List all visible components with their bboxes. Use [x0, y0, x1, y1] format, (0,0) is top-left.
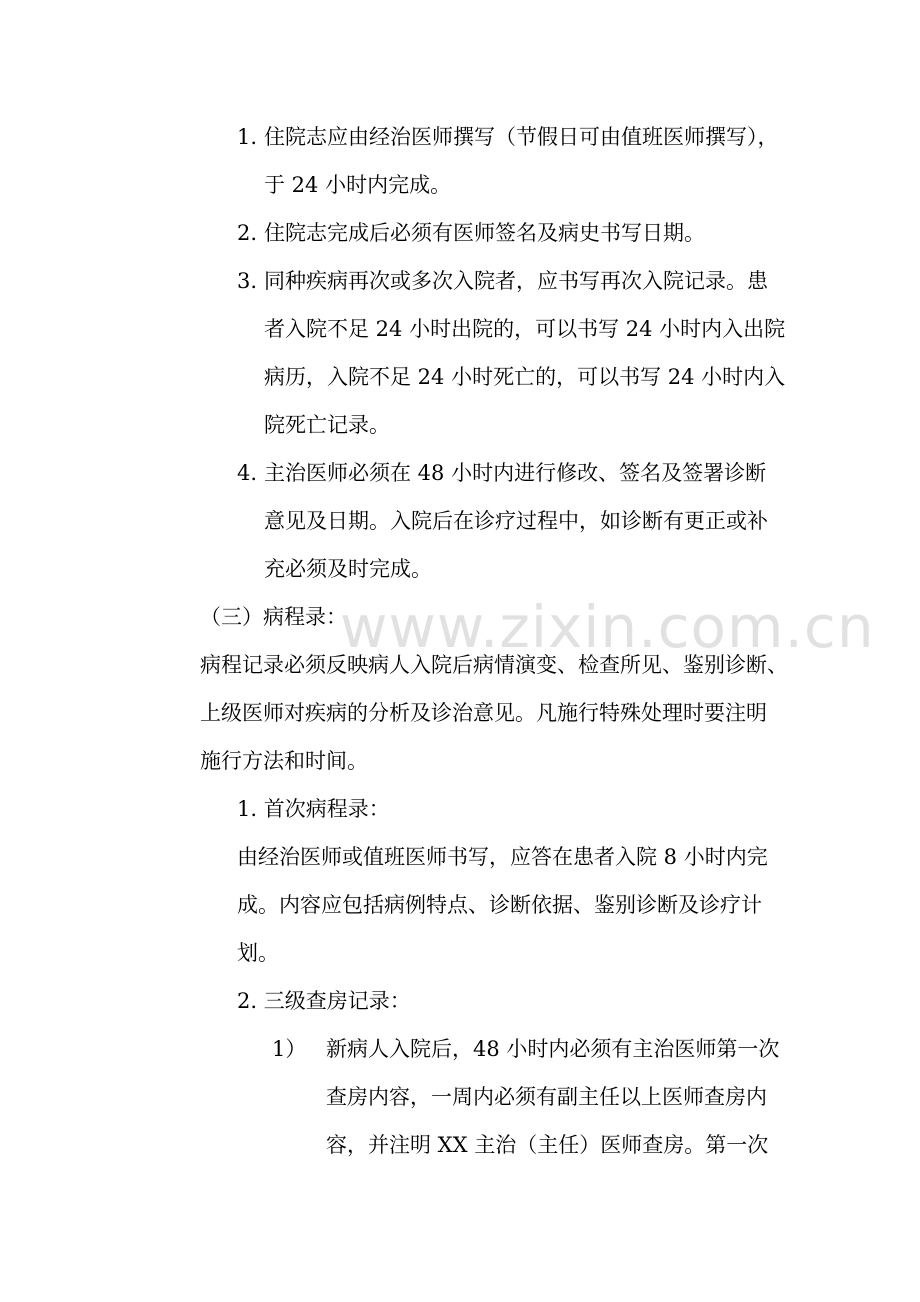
sub2-item-line-2: 查房内容，一周内必须有副主任以上医师查房内: [326, 1085, 767, 1109]
watermark: www.zixin.com.cn: [340, 593, 875, 661]
list-item-3-number: 3.: [237, 269, 258, 293]
list-item-4-line-1: 主治医师必须在 48 小时内进行修改、签名及签署诊断: [264, 461, 767, 485]
list-item-3-line-1: 同种疾病再次或多次入院者，应书写再次入院记录。患: [264, 269, 768, 293]
section-heading: （三）病程录：: [200, 605, 347, 629]
sub1-para-line-2: 成。内容应包括病例特点、诊断依据、鉴别诊断及诊疗计: [237, 893, 762, 917]
list-item-3-line-3: 病历，入院不足 24 小时死亡的，可以书写 24 小时内入: [264, 365, 786, 389]
list-item-1-line-1: 住院志应由经治医师撰写（节假日可由值班医师撰写），: [264, 125, 779, 149]
section-para-line-1: 病程记录必须反映病人入院后病情演变、检查所见、鉴别诊断、: [200, 653, 788, 677]
list-item-4-line-2: 意见及日期。入院后在诊疗过程中，如诊断有更正或补: [264, 509, 768, 533]
subheading-first-progress-note: 1. 首次病程录：: [237, 797, 390, 821]
list-item-3-line-2: 者入院不足 24 小时出院的，可以书写 24 小时内入出院: [264, 317, 786, 341]
list-item-2-number: 2.: [237, 221, 258, 245]
list-item-4-line-3: 充必须及时完成。: [264, 557, 432, 581]
list-item-2-line-1: 住院志完成后必须有医师签名及病史书写日期。: [264, 221, 705, 245]
sub2-item-number: 1）: [272, 1037, 307, 1061]
list-item-1-line-2: 于 24 小时内完成。: [264, 173, 452, 197]
section-para-line-3: 施行方法和时间。: [200, 749, 368, 773]
sub1-para-line-1: 由经治医师或值班医师书写，应答在患者入院 8 小时内完: [237, 845, 768, 869]
list-item-4-number: 4.: [237, 461, 258, 485]
list-item-3-line-4: 院死亡记录。: [264, 413, 390, 437]
sub2-item-line-1: 新病人入院后，48 小时内必须有主治医师第一次: [326, 1037, 780, 1061]
sub1-para-line-3: 划。: [237, 941, 279, 965]
sub2-item-line-3: 容，并注明 XX 主治（主任）医师查房。第一次: [326, 1133, 769, 1157]
section-para-line-2: 上级医师对疾病的分析及诊治意见。凡施行特殊处理时要注明: [200, 701, 767, 725]
list-item-1-number: 1.: [237, 125, 258, 149]
subheading-ward-round-record: 2. 三级查房记录：: [237, 989, 411, 1013]
